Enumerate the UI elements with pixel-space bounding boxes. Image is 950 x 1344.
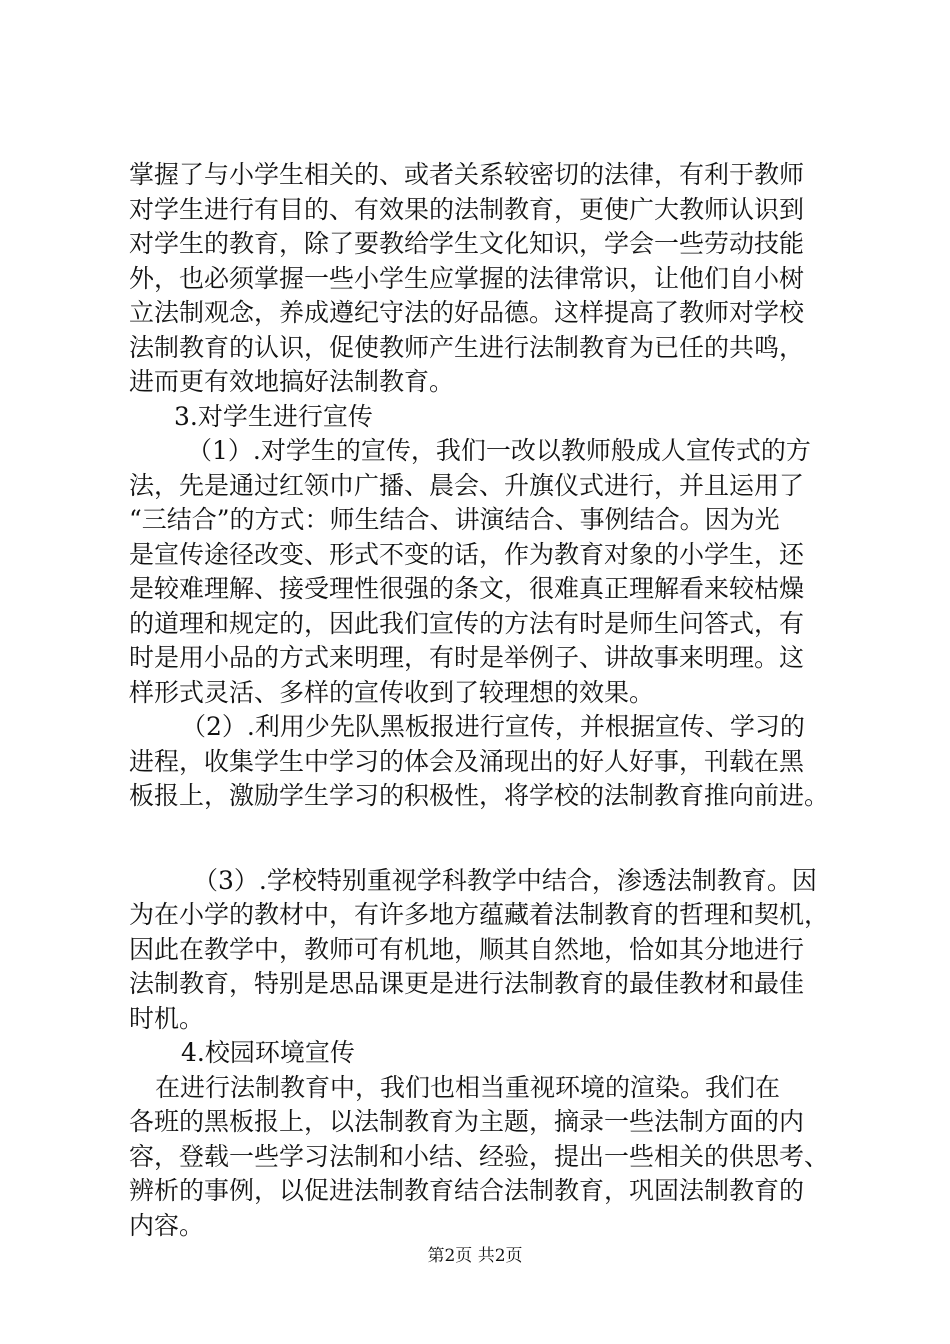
paragraph-item-3 (129, 864, 829, 1037)
text-line: 时机。 (129, 1003, 205, 1033)
paragraph-item-2 (129, 710, 829, 814)
text-line: （1）.对学生的宣传，我们一改以教师般成人宣传式的方 (187, 436, 811, 465)
text-line: 法制教育的认识，促使教师产生进行法制教育为已任的共鸣， (129, 332, 805, 362)
heading-line: 3.对学生进行宣传 (174, 401, 373, 431)
text-line: 进而更有效地搞好法制教育。 (129, 367, 455, 396)
text-line: 因此在教学中，教师可有机地，顺其自然地，恰如其分地进行 (129, 934, 805, 964)
text-line: 时是用小品的方式来明理，有时是举例子、讲故事来明理。这 (129, 643, 805, 672)
paragraph-item-1 (129, 434, 829, 710)
paragraph-teacher-awareness (129, 158, 829, 400)
text-line: 掌握了与小学生相关的、或者关系较密切的法律，有利于教师 (129, 160, 805, 189)
text-line: 对学生进行有目的、有效果的法制教育，更使广大教师认识到 (129, 194, 805, 224)
text-line: 在进行法制教育中，我们也相当重视环境的渲染。我们在 (155, 1072, 781, 1102)
text-line: 是较难理解、接受理性很强的条文，很难真正理解看来较枯燥 (129, 574, 805, 603)
text-line: （2）.利用少先队黑板报进行宣传，并根据宣传、学习的 (181, 712, 805, 741)
text-line: “三结合”的方式：师生结合、讲演结合、事例结合。因为光 (129, 505, 780, 534)
text-line: 样形式灵活、多样的宣传收到了较理想的效果。 (129, 677, 655, 707)
text-line: 辨析的事例，以促进法制教育结合法制教育，巩固法制教育的 (129, 1176, 805, 1205)
text-line: 的道理和规定的，因此我们宣传的方法有时是师生问答式，有 (129, 608, 805, 638)
page-number-footer: 第2页 共2页 (427, 1246, 523, 1266)
heading-line: 4.校园环境宣传 (181, 1038, 355, 1067)
paragraph-campus-environment (129, 1071, 829, 1244)
paragraph-spacer (129, 814, 829, 864)
text-line: （3）.学校特别重视学科教学中结合，渗透法制教育。因 (193, 865, 817, 895)
text-line: 是宣传途径改变、形式不变的话，作为教育对象的小学生，还 (129, 539, 805, 569)
text-line: 进程，收集学生中学习的体会及涌现出的好人好事，刊载在黑 (129, 746, 805, 776)
text-line: 立法制观念，养成遵纪守法的好品德。这样提高了教师对学校 (129, 298, 805, 327)
section-heading-campus-environment (129, 1036, 829, 1071)
text-line: 法制教育，特别是思品课更是进行法制教育的最佳教材和最佳 (129, 969, 805, 998)
text-line: 内容。 (129, 1210, 205, 1240)
text-line: 为在小学的教材中，有许多地方蕴藏着法制教育的哲理和契机， (129, 900, 830, 929)
text-line: 各班的黑板报上，以法制教育为主题，摘录一些法制方面的内 (129, 1107, 805, 1136)
document-body (129, 158, 829, 1243)
section-heading-student-publicity (129, 400, 829, 435)
text-line: 法，先是通过红领巾广播、晨会、升旗仪式进行，并且运用了 (129, 470, 805, 500)
text-line: 外，也必须掌握一些小学生应掌握的法律常识，让他们自小树 (129, 263, 805, 293)
text-line: 板报上，激励学生学习的积极性，将学校的法制教育推向前进。 (129, 781, 830, 810)
text-line: 对学生的教育，除了要教给学生文化知识，学会一些劳动技能 (129, 229, 805, 258)
text-line: 容，登载一些学习法制和小结、经验，提出一些相关的供思考、 (129, 1141, 830, 1171)
